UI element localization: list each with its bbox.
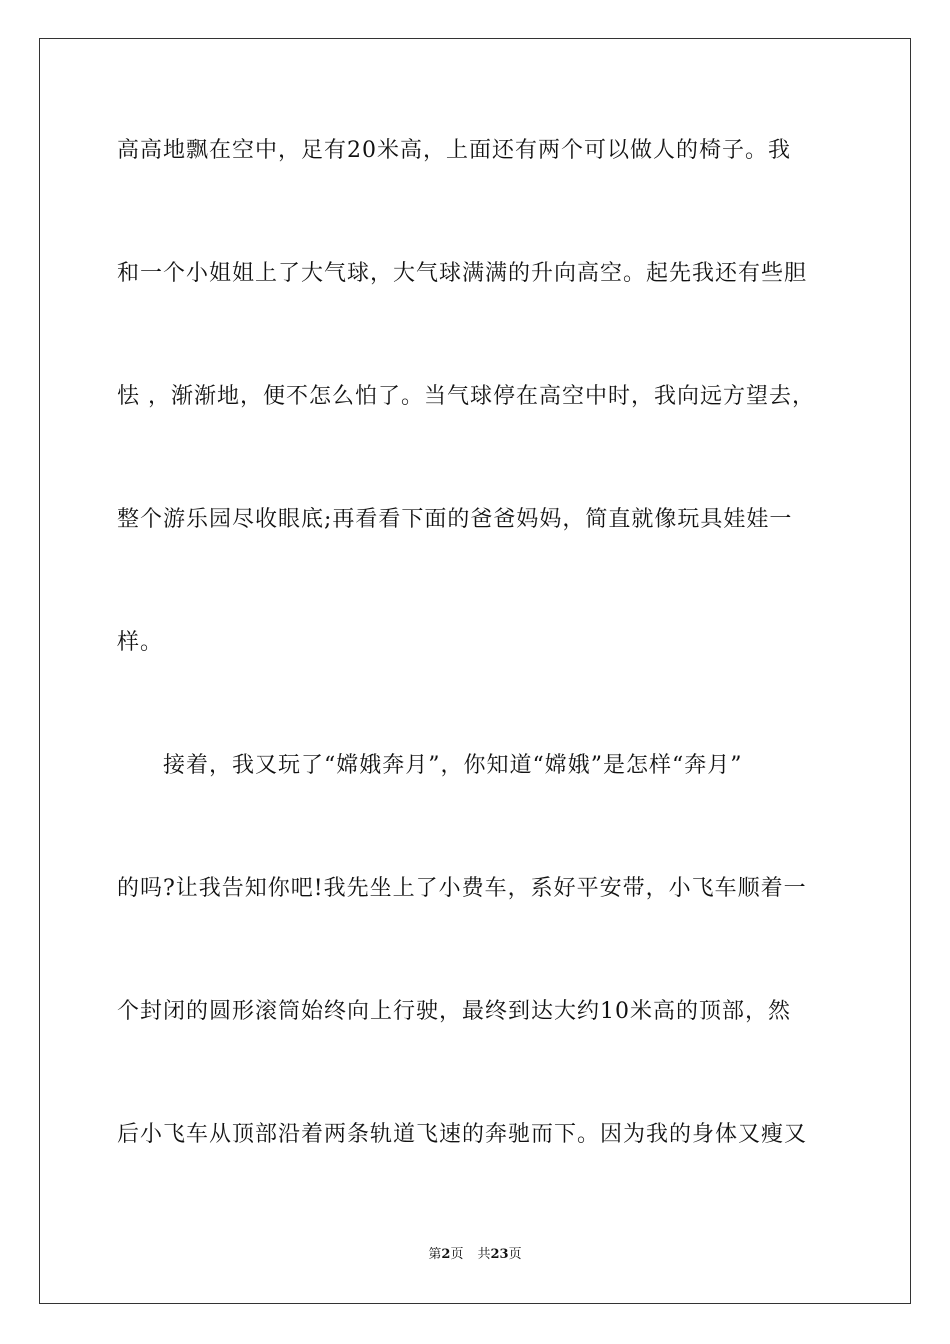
text-line: 和一个小姐姐上了大气球，大气球满满的升向高空。起先我还有些胆: [117, 261, 808, 286]
total-suffix: 页: [508, 1247, 522, 1262]
text-line: 样。: [117, 630, 164, 655]
total-prefix: 共: [477, 1247, 491, 1262]
page-suffix: 页: [450, 1247, 464, 1262]
text-line: 个封闭的圆形滚筒始终向上行驶，最终到达大约10米高的顶部，然: [117, 999, 791, 1024]
text-line: 后小飞车从顶部沿着两条轨道飞速的奔驰而下。因为我的身体又瘦又: [117, 1122, 808, 1147]
page-border: [39, 38, 911, 1304]
page-footer: [0, 1246, 950, 1264]
text-line: 整个游乐园尽收眼底;再看看下面的爸爸妈妈，简直就像玩具娃娃一: [117, 507, 793, 532]
paragraph-start-line: 接着，我又玩了“嫦娥奔月”，你知道“嫦娥”是怎样“奔月”: [163, 753, 743, 778]
text-line: 高高地飘在空中，足有20米高，上面还有两个可以做人的椅子。我: [117, 138, 791, 163]
total-pages: 23: [490, 1247, 509, 1262]
text-line: 的吗?让我告知你吧!我先坐上了小费车，系好平安带，小飞车顺着一: [117, 876, 807, 901]
page-prefix: 第: [428, 1247, 442, 1262]
page-number: 2: [441, 1247, 451, 1262]
text-line: 怯 ，渐渐地，便不怎么怕了。当气球停在高空中时，我向远方望去，: [117, 384, 815, 409]
